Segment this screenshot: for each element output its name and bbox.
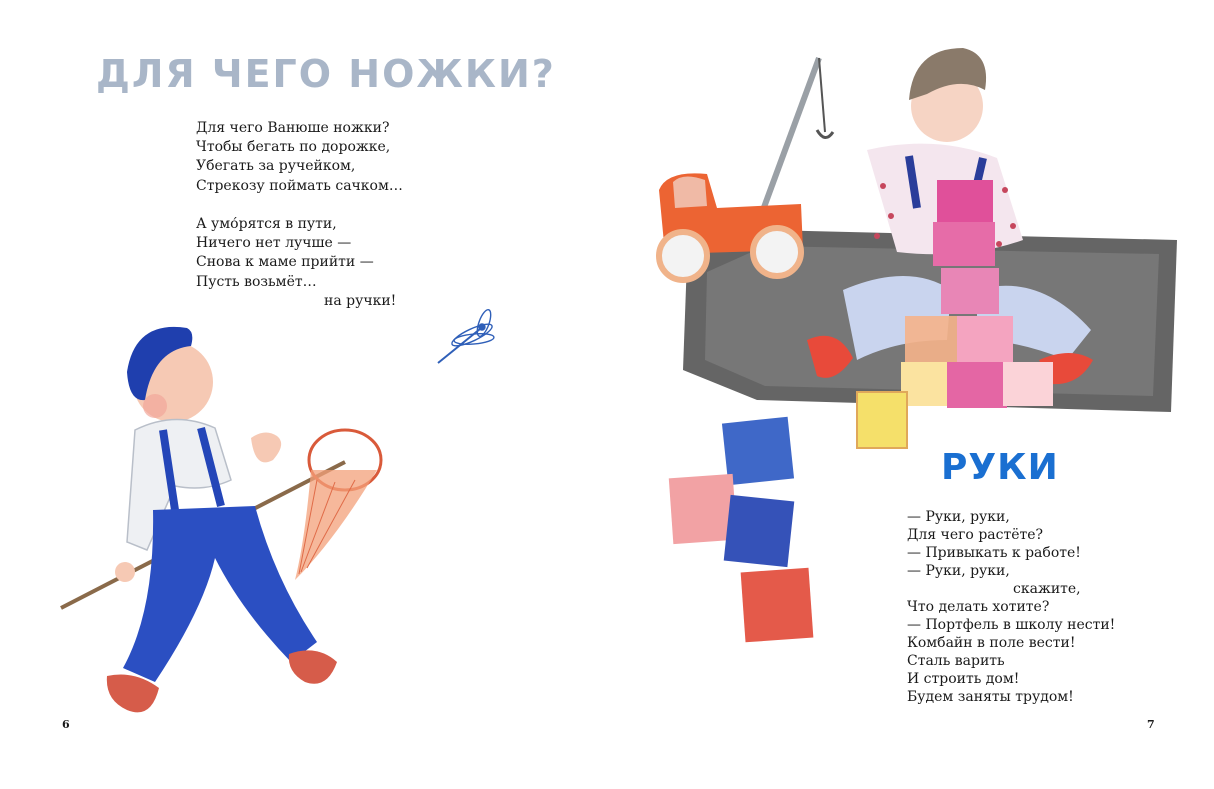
poem-line: Пусть возьмёт… [196,273,317,290]
poem-line: Убегать за ручейком, [196,158,356,175]
poem-line: И строить дом! [907,671,1020,687]
poem-line: — Привыкать к работе! [907,545,1081,561]
poem-line: — Руки, руки, [907,509,1010,525]
poem-line: Чтобы бегать по дорожке, [196,139,391,156]
poem-right [907,508,1115,706]
poem-line: Что делать хотите? [907,599,1050,615]
poem-line: А умо́рятся в пути, [196,215,337,232]
page-title-left: ДЛЯ ЧЕГО НОЖКИ? [96,52,556,96]
poem-line: Сталь варить [907,653,1005,669]
dragonfly-icon [432,305,512,367]
poem-line: Ничего нет лучше — [196,235,352,252]
stanza-gap [196,196,403,215]
page-title-right: РУКИ [941,447,1059,488]
poem-line: — Портфель в школу нести! [907,617,1116,633]
poem-line: Для чего Ванюше ножки? [196,120,390,136]
poem-line: Для чего растёте? [907,527,1044,543]
poem-left [196,119,403,311]
poem-line: Будем заняты трудом! [907,689,1074,705]
boy-with-net-illustration [55,310,395,730]
poem-line: Стрекозу поймать сачком… [196,177,403,194]
right-page [607,0,1214,789]
page-number-right: 7 [1147,718,1155,731]
poem-line: Снова к маме прийти — [196,254,374,271]
page-number-left: 6 [62,718,70,731]
poem-line: скажите, [1013,581,1081,597]
poem-line: Комбайн в поле вести! [907,635,1076,651]
poem-line: на ручки! [324,292,397,309]
poem-line: — Руки, руки, [907,563,1010,579]
